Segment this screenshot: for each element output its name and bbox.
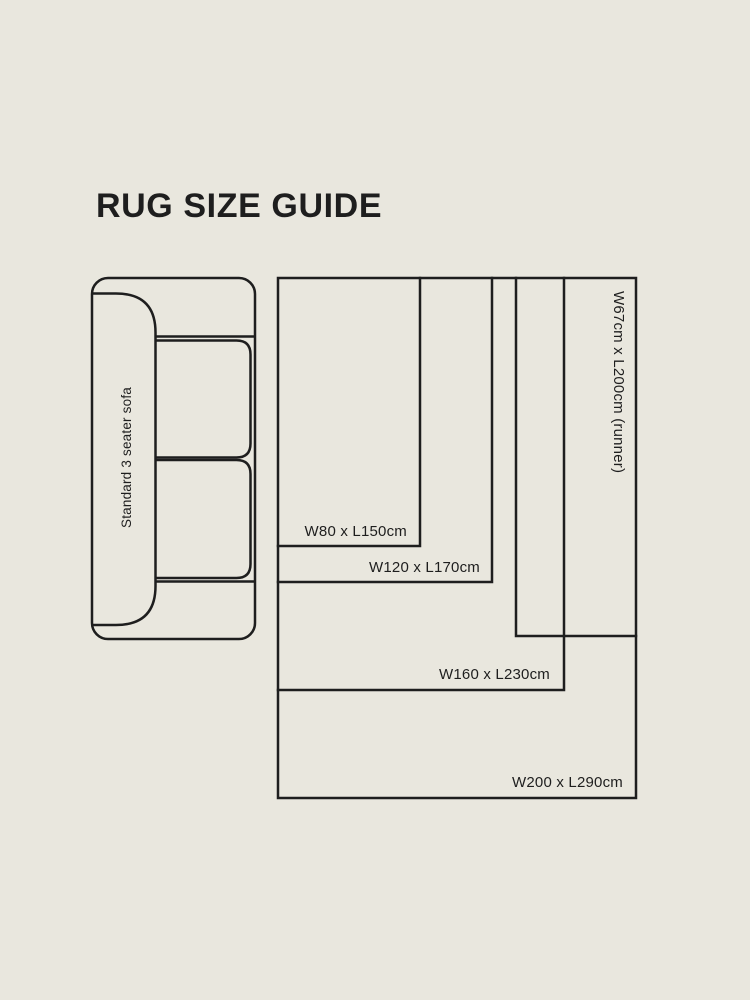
sofa-illustration [92, 278, 255, 639]
rug-label-runner: W67cm x L200cm (runner) [610, 291, 627, 474]
page-title: RUG SIZE GUIDE [96, 187, 383, 225]
sofa-cushion-2 [156, 460, 251, 578]
rug-label-80x150: W80 x L150cm [304, 523, 407, 540]
sofa-cushion-1 [156, 341, 251, 458]
rug-label-120x170: W120 x L170cm [369, 559, 480, 576]
rug-label-160x230: W160 x L230cm [439, 666, 550, 683]
rug-outline-80x150 [278, 278, 420, 546]
rug-label-200x290: W200 x L290cm [512, 774, 623, 791]
sofa-label: Standard 3 seater sofa [119, 387, 134, 528]
